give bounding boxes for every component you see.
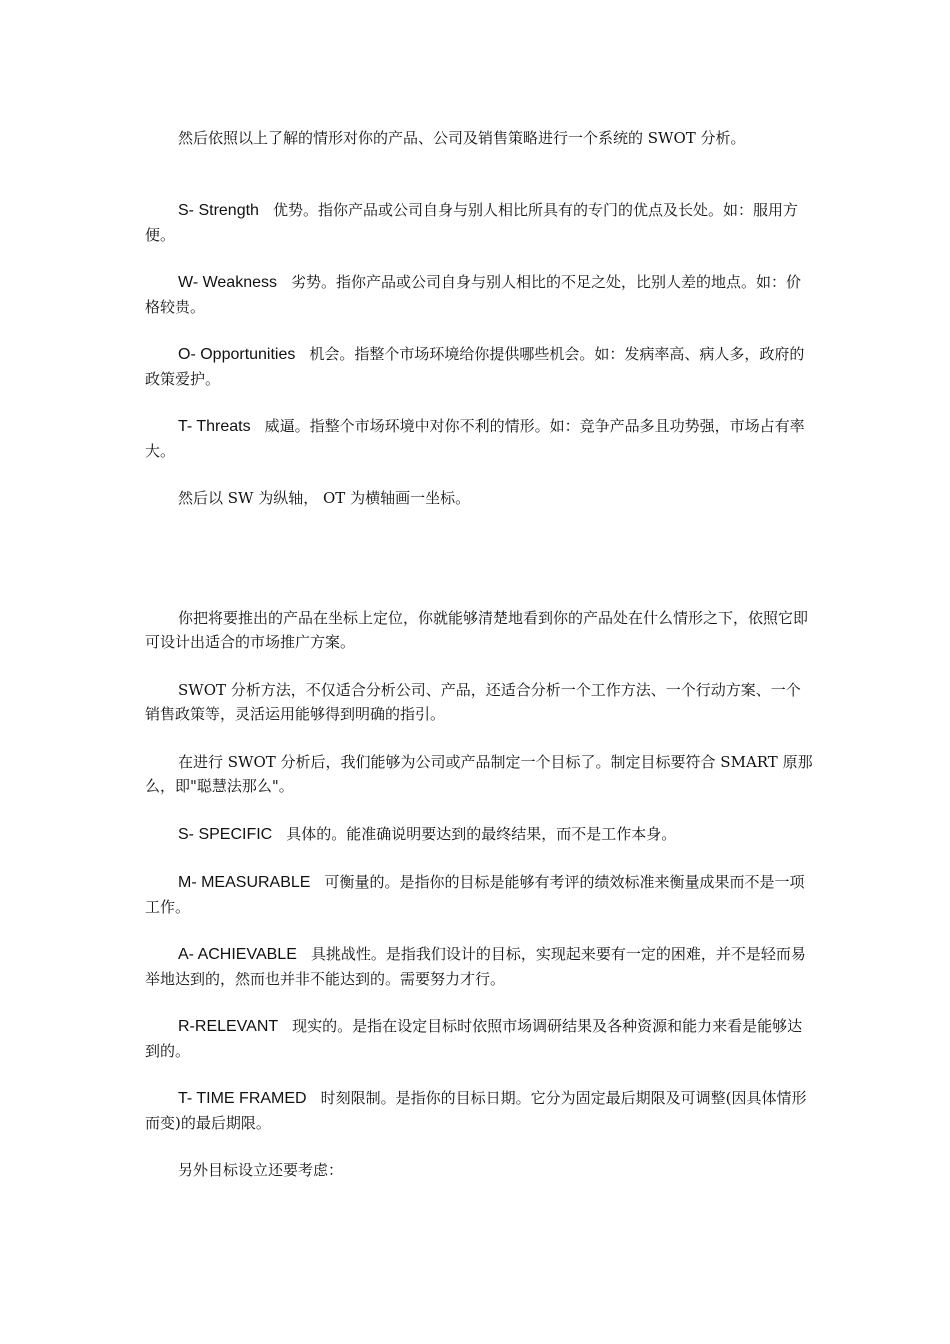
swot-term-threats: T- Threats [178,418,251,435]
closing-paragraph: 另外目标设立还要考虑： [178,1161,344,1179]
smart-term-achievable: A- ACHIEVABLE [178,946,297,963]
smart-term-measurable: M- MEASURABLE [178,874,311,891]
smart-relevant-paragraph [145,1014,813,1063]
smart-intro-paragraph: 在进行 SWOT 分析后，我们能够为公司或产品制定一个目标了。制定目标要符合 SMART 原那么，即"聪慧法那么"。 [145,753,813,795]
smart-text-specific: 具体的。能准确说明要达到的最终结果，而不是工作本身。 [286,825,677,843]
smart-text-measurable: 可衡量的。是指你的目标是能够有考评的绩效标准来衡量成果而不是一项工作。 [145,873,805,916]
smart-achievable-paragraph [145,942,813,991]
swot-term-opportunities: O- Opportunities [178,346,296,363]
smart-specific-paragraph [145,822,813,847]
smart-term-relevant: R-RELEVANT [178,1018,279,1035]
swot-text-threats: 威逼。指整个市场环境中对你不利的情形。如：竞争产品多且功势强，市场占有率大。 [145,417,805,460]
swot-opportunities-paragraph [145,342,813,391]
smart-term-specific: S- SPECIFIC [178,826,273,843]
swot-text-strength: 优势。指你产品或公司自身与别人相比所具有的专门的优点及长处。如：服用方便。 [145,201,798,244]
swot-term-strength: S- Strength [178,202,259,219]
smart-text-relevant: 现实的。是指在设定目标时依照市场调研结果及各种资源和能力来看是能够达到的。 [145,1017,803,1060]
swot-term-weakness: W- Weakness [178,274,277,291]
swot-text-weakness: 劣势。指你产品或公司自身与别人相比的不足之处，比别人差的地点。如：价格较贵。 [145,273,802,316]
smart-time-framed-paragraph [145,1086,813,1135]
swot-threats-paragraph [145,414,813,463]
smart-term-time-framed: T- TIME FRAMED [178,1090,307,1107]
smart-text-time-framed: 时刻限制。是指你的目标日期。它分为固定最后期限及可调整(因具体情形而变)的最后期限。 [145,1089,807,1132]
positioning-paragraph: 你把将要推出的产品在坐标上定位，你就能够清楚地看到你的产品处在什么情形之下，依照它即可设计出适合的市场推广方案。 [145,609,809,651]
swot-strength-paragraph [145,198,813,247]
intro-paragraph: 然后依照以上了解的情形对你的产品、公司及销售策略进行一个系统的 SWOT 分析。 [178,129,746,147]
smart-measurable-paragraph [145,870,813,919]
swot-weakness-paragraph [145,270,813,319]
axis-note-paragraph: 然后以 SW 为纵轴， OT 为横轴画一坐标。 [178,489,471,507]
swot-text-opportunities: 机会。指整个市场环境给你提供哪些机会。如：发病率高、病人多，政府的政策爱护。 [145,345,805,388]
smart-text-achievable: 具挑战性。是指我们设计的目标，实现起来要有一定的困难，并不是轻而易举地达到的，然而也并非不能达到的。需要努力才行。 [145,945,806,988]
swot-usage-paragraph: SWOT 分析方法，不仅适合分析公司、产品，还适合分析一个工作方法、一个行动方案、一个销售政策等，灵活运用能够得到明确的指引。 [145,681,801,723]
